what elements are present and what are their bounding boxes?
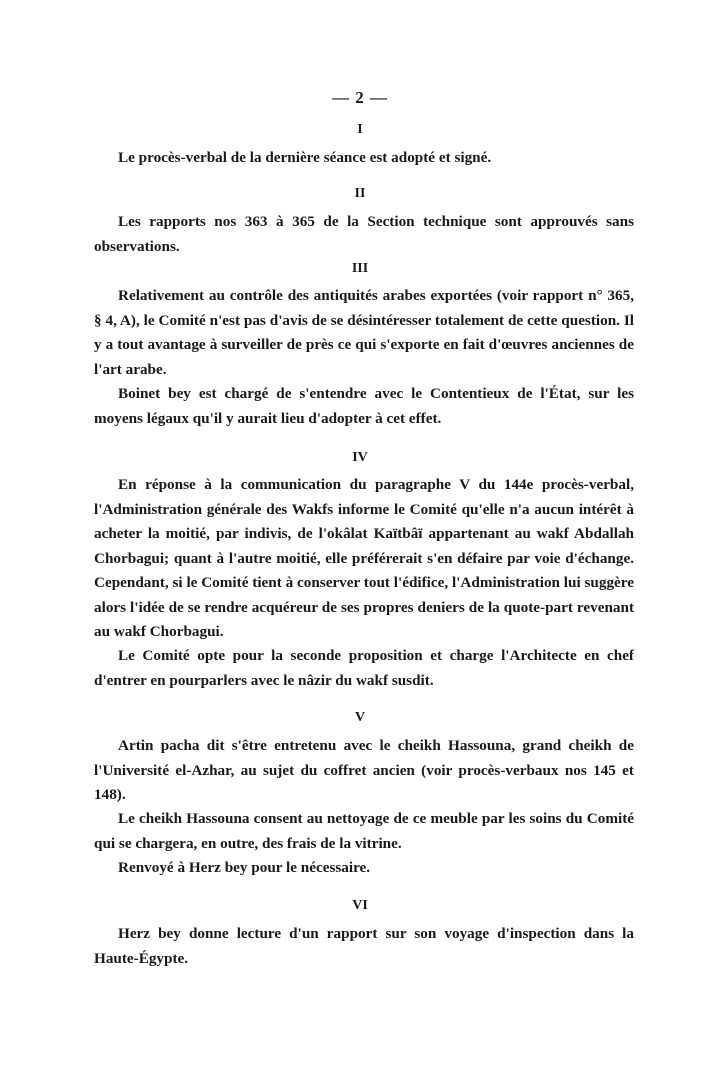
section-heading-ii: II <box>354 186 366 201</box>
page-number: — 2 — <box>332 88 388 107</box>
paragraph: Le Comité opte pour la seconde proposition et charge l'Architecte en chef d'entrer en pourparlers avec le nâzir du wakf susdit. <box>94 647 634 689</box>
paragraph: Herz bey donne lecture d'un rapport sur son voyage d'inspection dans la Haute-Égypte. <box>94 925 634 967</box>
paragraph: En réponse à la communication du paragraphe V du 144e procès-verbal, l'Administration générale des Wakfs informe le Comité qu'elle n'a aucun intérêt à acheter la moitié, par indivis, de l'okâlat Kaïtbâï appartenant au wakf Abdallah Chorbagui; quant à l'autre moitié, elle préférerait s'en défaire par voie d'échange. Cependant, si le Comité tient à conserver tout l'édifice, l'Administration lui suggère alors l'idée de se rendre acquéreur de ses propres deniers de la quote-part revenant au wakf Chorbagui. <box>94 476 634 640</box>
section-heading-v: V <box>354 710 366 725</box>
paragraph: Renvoyé à Herz bey pour le nécessaire. <box>118 859 371 876</box>
paragraph: Artin pacha dit s'être entretenu avec le cheikh Hassouna, grand cheikh de l'Université el-Azhar, au sujet du coffret ancien (voir procès-verbaux nos 145 et 148). <box>94 737 634 803</box>
paragraph: Le procès-verbal de la dernière séance est adopté et signé. <box>118 149 492 166</box>
section-heading-iii: III <box>351 261 369 276</box>
section-heading-vi: VI <box>352 898 368 913</box>
section-heading-iv: IV <box>352 450 368 465</box>
paragraph: Les rapports nos 363 à 365 de la Section technique sont approuvés sans observations. <box>94 213 634 255</box>
section-heading-i: I <box>357 122 363 137</box>
paragraph: Le cheikh Hassouna consent au nettoyage de ce meuble par les soins du Comité qui se chargera, en outre, des frais de la vitrine. <box>94 810 634 852</box>
paragraph: Boinet bey est chargé de s'entendre avec le Contentieux de l'État, sur les moyens légaux qu'il y aurait lieu d'adopter à cet effet. <box>94 385 634 427</box>
paragraph: Relativement au contrôle des antiquités arabes exportées (voir rapport n° 365, § 4, A), le Comité n'est pas d'avis de se désintéresser totalement de cette question. Il y a tout avantage à surveiller de près ce qui s'exporte en fait d'œuvres anciennes de l'art arabe. <box>94 287 634 378</box>
